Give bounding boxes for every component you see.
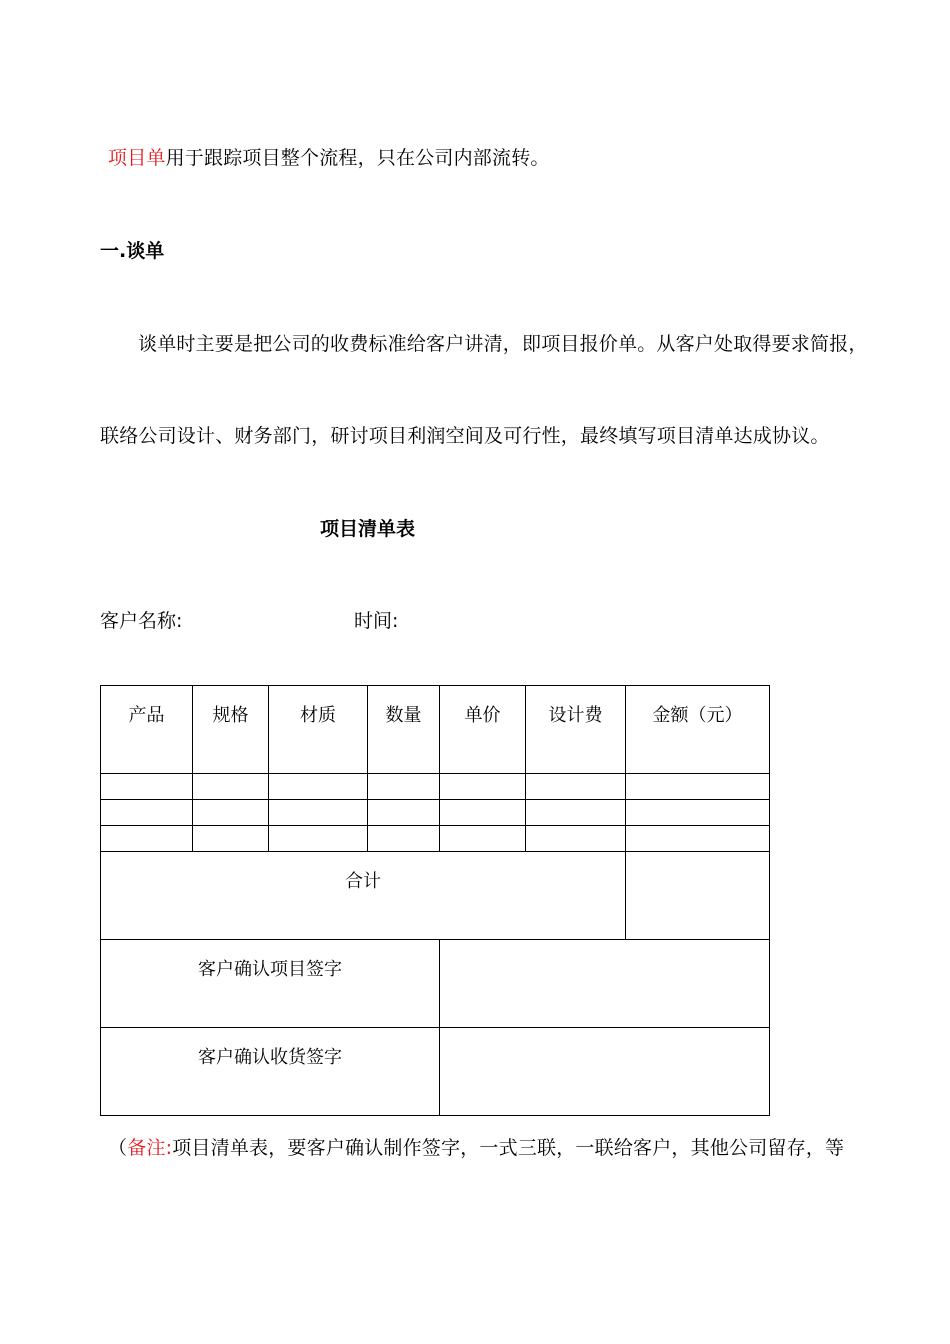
remark-text: 项目清单表，要客户确认制作签字，一式三联，一联给客户，其他公司留存，等 [172, 1137, 845, 1159]
table-row [101, 800, 770, 826]
header-quantity: 数量 [368, 686, 440, 774]
time-label: 时间: [354, 610, 399, 632]
receipt-sign-cell[interactable] [440, 1028, 770, 1116]
table-cell[interactable] [626, 774, 770, 800]
customer-name-label: 客户名称: [100, 610, 183, 632]
project-sign-label: 客户确认项目签字 [101, 940, 440, 1028]
header-product: 产品 [101, 686, 193, 774]
table-cell[interactable] [440, 800, 526, 826]
remark-label: 备注: [127, 1137, 173, 1159]
section-heading: 一.谈单 [100, 240, 165, 262]
table-cell[interactable] [526, 826, 626, 852]
header-unit-price: 单价 [440, 686, 526, 774]
paragraph-line-1: 谈单时主要是把公司的收费标准给客户讲清，即项目报价单。从客户处取得要求简报， [138, 333, 868, 355]
table-cell[interactable] [269, 800, 368, 826]
table-cell[interactable] [269, 774, 368, 800]
table-cell[interactable] [368, 800, 440, 826]
table-row [101, 826, 770, 852]
table-cell[interactable] [193, 826, 269, 852]
table-cell[interactable] [193, 800, 269, 826]
table-cell[interactable] [368, 826, 440, 852]
table-cell[interactable] [440, 826, 526, 852]
project-list-table [100, 685, 770, 1116]
header-spec: 规格 [193, 686, 269, 774]
table-header-row [101, 686, 770, 774]
table-cell[interactable] [626, 800, 770, 826]
intro-text: 用于跟踪项目整个流程，只在公司内部流转。 [165, 147, 550, 169]
table-cell[interactable] [526, 800, 626, 826]
receipt-sign-row [101, 1028, 770, 1116]
table-cell[interactable] [368, 774, 440, 800]
paragraph-line-2: 联络公司设计、财务部门，研讨项目利润空间及可行性，最终填写项目清单达成协议。 [100, 425, 830, 447]
total-label: 合计 [101, 852, 626, 940]
intro-highlight: 项目单 [108, 147, 166, 169]
table-cell[interactable] [101, 826, 193, 852]
remark-line [108, 1133, 844, 1160]
total-value-cell[interactable] [626, 852, 770, 940]
project-sign-row [101, 940, 770, 1028]
project-sign-cell[interactable] [440, 940, 770, 1028]
table-cell[interactable] [626, 826, 770, 852]
table-cell[interactable] [101, 800, 193, 826]
header-design-fee: 设计费 [526, 686, 626, 774]
table-row [101, 774, 770, 800]
total-row [101, 852, 770, 940]
remark-open-paren: （ [108, 1137, 128, 1159]
table-cell[interactable] [269, 826, 368, 852]
table-cell[interactable] [526, 774, 626, 800]
intro-line [108, 143, 550, 170]
table-cell[interactable] [193, 774, 269, 800]
table-cell[interactable] [440, 774, 526, 800]
header-amount: 金额（元） [626, 686, 770, 774]
receipt-sign-label: 客户确认收货签字 [101, 1028, 440, 1116]
table-title: 项目清单表 [320, 518, 416, 540]
table-cell[interactable] [101, 774, 193, 800]
header-material: 材质 [269, 686, 368, 774]
